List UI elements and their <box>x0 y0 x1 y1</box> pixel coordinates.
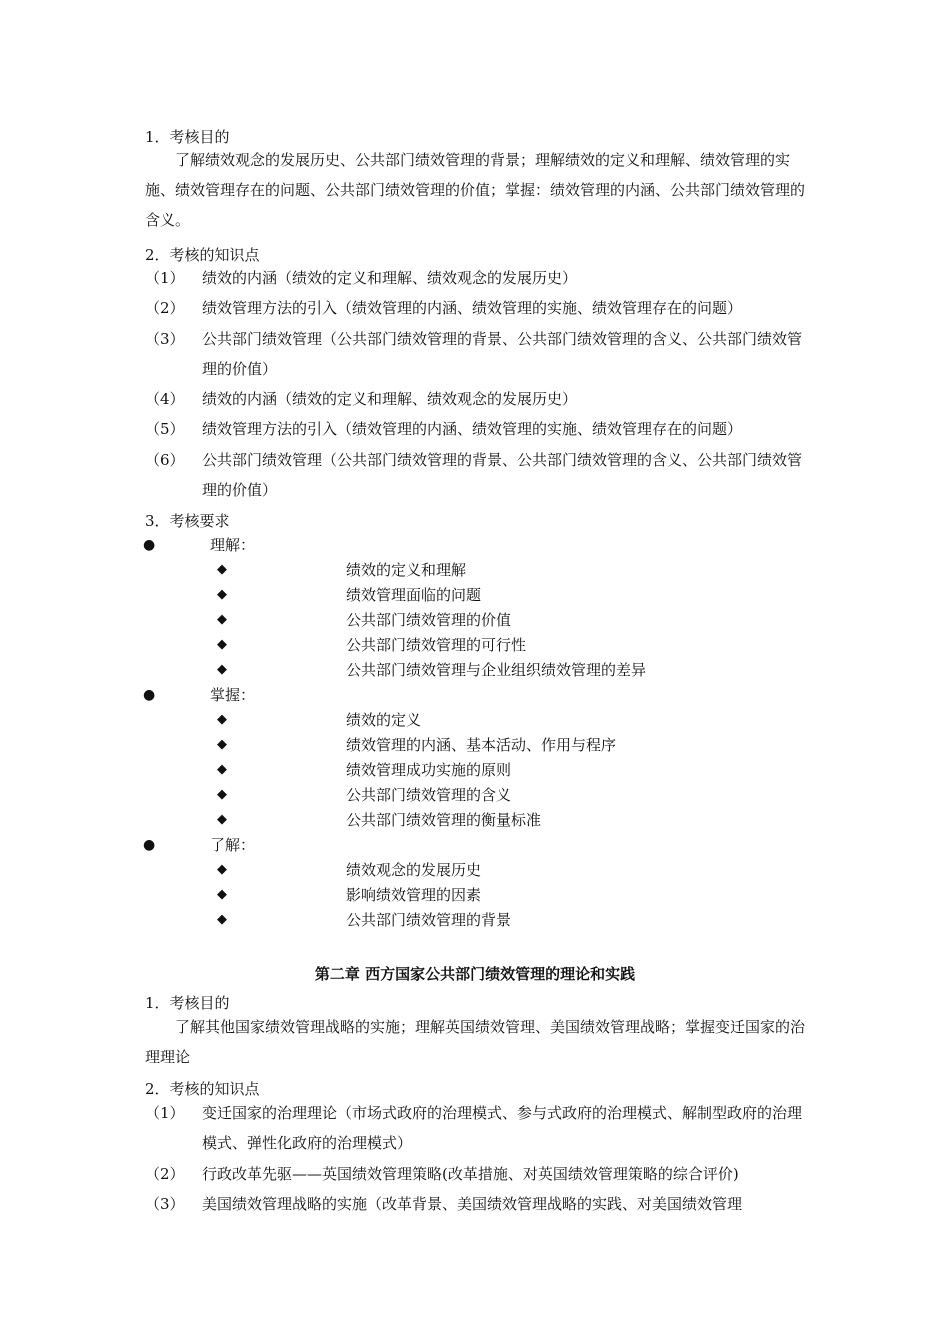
ch1-heading-purpose: 1．考核目的 <box>145 128 230 146</box>
diamond-bullet-icon: ◆ <box>217 562 227 577</box>
requirement-item: 影响绩效管理的因素 <box>346 886 482 904</box>
ch2-purpose-paragraph: 了解其他国家绩效管理战略的实施；理解英国绩效管理、美国绩效管理战略；掌握变迁国家的治理理论 <box>145 1018 806 1066</box>
requirement-item: 绩效的定义和理解 <box>346 561 467 579</box>
requirement-item: 绩效的定义 <box>346 711 422 729</box>
ch2-point-num: （2） <box>145 1165 185 1183</box>
ch2-point-num: （1） <box>145 1104 185 1122</box>
ch2-heading-knowledge: 2．考核的知识点 <box>145 1080 260 1098</box>
requirement-item: 公共部门绩效管理的含义 <box>346 786 512 804</box>
diamond-bullet-icon: ◆ <box>217 912 227 927</box>
requirement-item: 绩效管理的内涵、基本活动、作用与程序 <box>346 736 617 754</box>
diamond-bullet-icon: ◆ <box>217 662 227 677</box>
requirement-item: 公共部门绩效管理的背景 <box>346 911 512 929</box>
ch2-point-text: 变迁国家的治理理论（市场式政府的治理模式、参与式政府的治理模式、解制型政府的治理模式、弹性化政府的治理模式） <box>202 1104 803 1152</box>
ch2-point-text: 美国绩效管理战略的实施（改革背景、美国绩效管理战略的实践、对美国绩效管理 <box>202 1195 743 1213</box>
diamond-bullet-icon: ◆ <box>217 862 227 877</box>
ch1-point-num: （3） <box>145 330 185 348</box>
diamond-bullet-icon: ◆ <box>217 637 227 652</box>
requirement-item: 绩效管理成功实施的原则 <box>346 761 512 779</box>
requirement-item: 绩效观念的发展历史 <box>346 861 482 879</box>
diamond-bullet-icon: ◆ <box>217 587 227 602</box>
bullet-icon: ● <box>143 687 156 703</box>
diamond-bullet-icon: ◆ <box>217 712 227 727</box>
ch1-heading-requirements: 3．考核要求 <box>145 512 230 530</box>
ch1-point-num: （6） <box>145 451 185 469</box>
ch1-point-num: （4） <box>145 390 185 408</box>
ch2-point-num: （3） <box>145 1195 185 1213</box>
diamond-bullet-icon: ◆ <box>217 737 227 752</box>
requirement-group-label: 理解： <box>210 536 256 554</box>
ch1-point-text: 绩效的内涵（绩效的定义和理解、绩效观念的发展历史） <box>202 390 578 408</box>
diamond-bullet-icon: ◆ <box>217 762 227 777</box>
ch1-point-text: 公共部门绩效管理（公共部门绩效管理的背景、公共部门绩效管理的含义、公共部门绩效管理的价值） <box>202 330 803 378</box>
diamond-bullet-icon: ◆ <box>217 787 227 802</box>
bullet-icon: ● <box>143 537 156 553</box>
ch1-purpose-paragraph: 了解绩效观念的发展历史、公共部门绩效管理的背景；理解绩效的定义和理解、绩效管理的实施、绩效管理存在的问题、公共部门绩效管理的价值；掌握：绩效管理的内涵、公共部门绩效管理的含义。 <box>145 151 806 229</box>
ch2-point-text: 行政改革先驱——英国绩效管理策略(改革措施、对英国绩效管理策略的综合评价) <box>202 1165 739 1183</box>
requirement-item: 公共部门绩效管理的价值 <box>346 611 512 629</box>
bullet-icon: ● <box>143 837 156 853</box>
chapter-2-title: 第二章 西方国家公共部门绩效管理的理论和实践 <box>314 965 636 983</box>
ch1-point-text: 公共部门绩效管理（公共部门绩效管理的背景、公共部门绩效管理的含义、公共部门绩效管理的价值） <box>202 451 803 499</box>
requirement-group-label: 掌握： <box>210 686 256 704</box>
ch1-heading-knowledge: 2．考核的知识点 <box>145 246 260 264</box>
ch1-point-text: 绩效管理方法的引入（绩效管理的内涵、绩效管理的实施、绩效管理存在的问题） <box>202 299 743 317</box>
requirement-item: 公共部门绩效管理的可行性 <box>346 636 527 654</box>
ch1-point-num: （1） <box>145 269 185 287</box>
requirement-item: 绩效管理面临的问题 <box>346 586 482 604</box>
ch1-point-text: 绩效管理方法的引入（绩效管理的内涵、绩效管理的实施、绩效管理存在的问题） <box>202 420 743 438</box>
requirement-item: 公共部门绩效管理的衡量标准 <box>346 811 542 829</box>
diamond-bullet-icon: ◆ <box>217 612 227 627</box>
diamond-bullet-icon: ◆ <box>217 887 227 902</box>
diamond-bullet-icon: ◆ <box>217 812 227 827</box>
ch1-point-num: （2） <box>145 299 185 317</box>
requirement-item: 公共部门绩效管理与企业组织绩效管理的差异 <box>346 661 647 679</box>
ch1-point-text: 绩效的内涵（绩效的定义和理解、绩效观念的发展历史） <box>202 269 578 287</box>
ch2-heading-purpose: 1．考核目的 <box>145 994 230 1012</box>
requirement-group-label: 了解： <box>210 836 256 854</box>
ch1-point-num: （5） <box>145 420 185 438</box>
